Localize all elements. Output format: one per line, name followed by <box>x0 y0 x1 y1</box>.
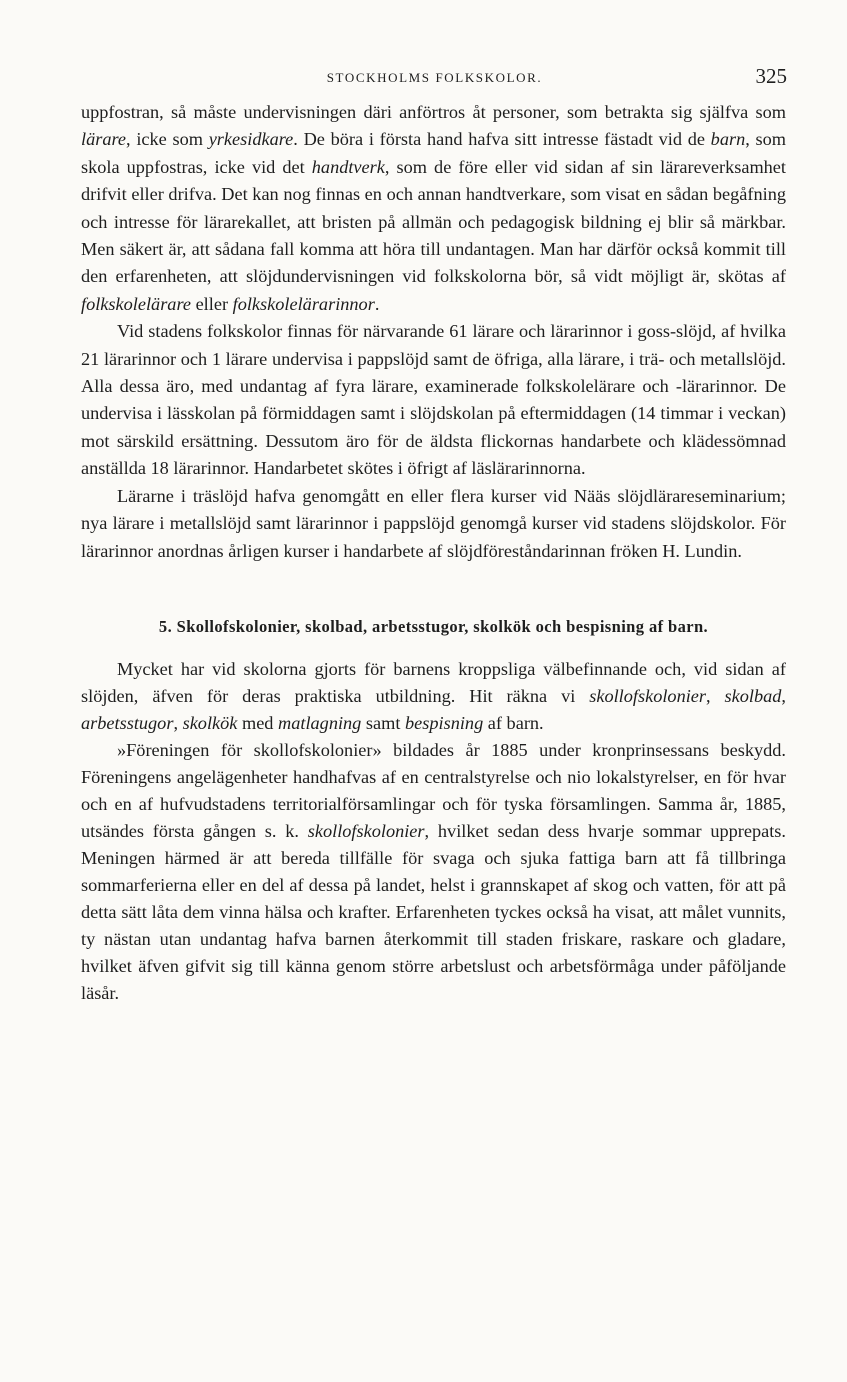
running-title: STOCKHOLMS FOLKSKOLOR. <box>326 70 543 85</box>
text-run: , hvilket sedan dess hvarje sommar upprepats. Meningen härmed är att bereda tillfälle för svaga och sjuka fattiga barn att få tillbringa sommarferierna eller en del af dessa på landet, helst i grannskapet af skog och vatten, för att på detta sätt låta dem vinna hälsa och krafter. Erfarenheten tyckes också ha visat, att målet vunnits, ty nästan utan undantag hafva barnen återkommit till staden friskare, raskare och gladare, hvilket äfven gifvit sig till känna genom större arbetslust och arbetsförmåga under påföljande läsår. <box>81 821 786 1004</box>
italic-term: handtverk <box>311 156 385 177</box>
italic-term: folkskolelärare <box>81 293 191 314</box>
text-run: , som de före eller vid sidan af sin lärareverksamhet drifvit eller drifva. Det kan nog finnas en och annan handtverkare, som visat en sådan begåfning och intresse för lärarekallet, att bristen på allmän och pedagogisk bildning ej blir så märkbar. Men säkert är, att sådana fall komma att höra till undantagen. Man har därför också kommit till den erfarenheten, att slöjdundervisningen vid folkskolorna bör, så vidt möjligt är, skötas af <box>81 156 786 287</box>
paragraph-1 <box>81 99 786 318</box>
italic-term: folkskolelärarinnor <box>232 293 375 314</box>
text-run: af barn. <box>483 713 544 734</box>
italic-term: bespisning <box>405 713 484 734</box>
paragraph-2: Vid stadens folkskolor finnas för närvarande 61 lärare och lärarinnor i goss-slöjd, af hvilka 21 lärarinnor och 1 lärare undervisa i pappslöjd samt de öfriga, alla lärare, i trä- och metallslöjd. Alla dessa äro, med undantag af fyra lärare, examinerade folkskolelärare och -lärarinnor. De undervisa i lässkolan på förmiddagen samt i slöjdskolan på eftermiddagen (14 timmar i veckan) mot särskild ersättning. Dessutom äro för de äldsta flickornas handarbete och klädessömnad anställda 18 lärarinnor. Handarbetet skötes i öfrigt af läslärarinnorna. <box>81 321 786 479</box>
text-run: »Föreningen för skollofskolonier» bildades år 1885 under kronprinsessans beskydd. Föreningens angelägenheter handhafvas af en centralstyrelse och nio lokalstyrelser, en för hvar och en af hufvudstadens territorialförsamlingar och för tyska församlingen. Samma år, 1885, utsändes första gången s. k. <box>81 740 786 842</box>
italic-term: lärare <box>81 129 127 150</box>
italic-term: skolkök <box>182 713 238 734</box>
text-run: eller <box>191 293 233 314</box>
italic-term: arbetsstugor <box>81 713 174 734</box>
section-heading: 5. Skollofskolonier, skolbad, arbetsstugor, skolkök och bespisning af barn. <box>158 616 709 636</box>
text-run: , <box>173 713 183 734</box>
section-body <box>81 656 786 1007</box>
text-run: Mycket har vid skolorna gjorts för barnens kroppsliga välbefinnande och, vid sidan af slöjden, äfven för deras praktiska utbildning. Hit räkna vi <box>81 659 786 707</box>
page-header <box>82 64 787 90</box>
italic-term: yrkesidkare <box>208 129 294 150</box>
body-text <box>81 99 786 1007</box>
text-run: , <box>781 686 786 707</box>
text-run: samt <box>361 713 405 734</box>
italic-term: barn <box>710 129 746 150</box>
italic-term: skolbad <box>724 686 782 707</box>
text-run: , som skola uppfostras, icke vid det <box>81 129 786 177</box>
paragraph-4 <box>81 656 786 737</box>
text-run: med <box>237 713 279 734</box>
italic-term: skollofskolonier <box>589 686 707 707</box>
italic-term: matlagning <box>278 713 362 734</box>
italic-term: skollofskolonier <box>307 821 425 842</box>
paragraph-3: Lärarne i träslöjd hafva genomgått en eller flera kurser vid Nääs slöjdlärareseminarium; nya lärare i metallslöjd samt lärarinnor i pappslöjd genomgå kurser vid stadens slöjdskolor. För lärarinnor anordnas årligen kurser i handarbete af slöjdföreståndarinnan fröken H. Lundin. <box>81 485 786 561</box>
text-run: uppfostran, så måste undervisningen däri anförtros åt personer, som betrakta sig själfva som <box>81 102 786 122</box>
text-run: . <box>374 293 380 314</box>
text-run: , icke som <box>126 129 209 150</box>
text-run: , <box>706 686 725 707</box>
page-number: 325 <box>755 64 787 88</box>
paragraph-5 <box>81 737 786 1007</box>
text-run: . De böra i första hand hafva sitt intresse fästadt vid de <box>293 129 711 150</box>
